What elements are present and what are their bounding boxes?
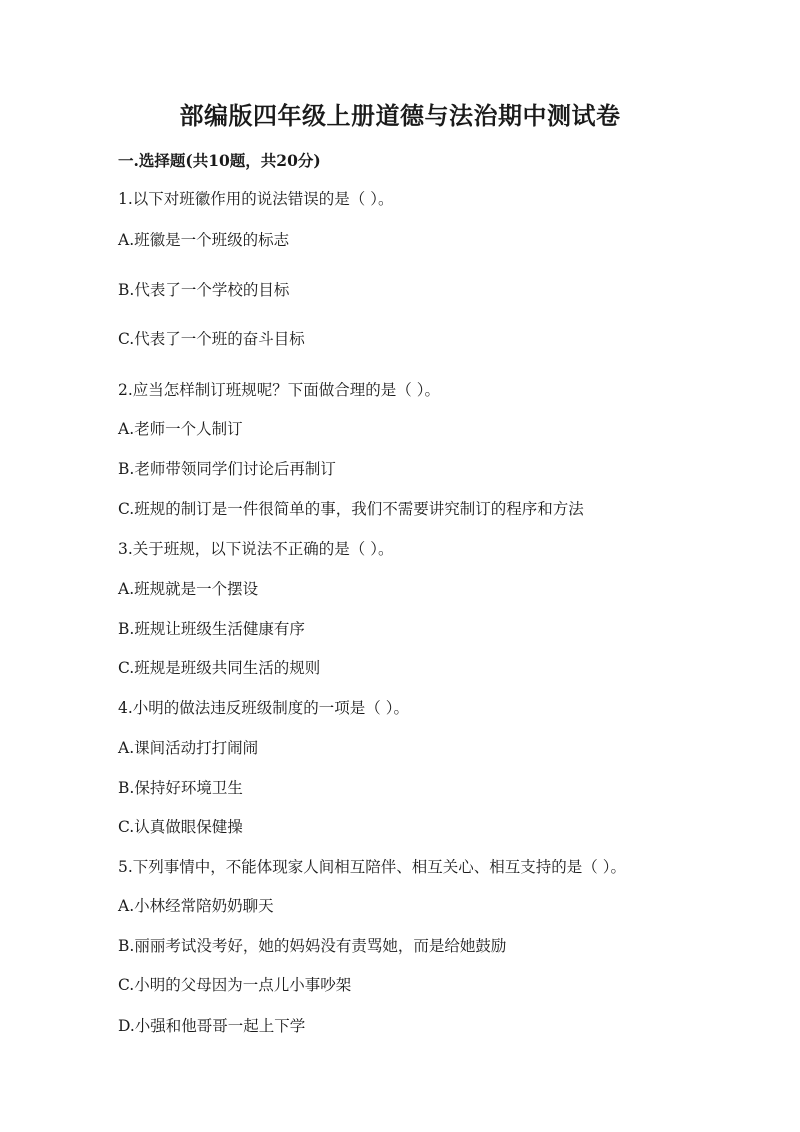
question-option: B.代表了一个学校的目标 xyxy=(118,281,290,299)
question-option: C.代表了一个班的奋斗目标 xyxy=(118,330,305,348)
question-option: B.班规让班级生活健康有序 xyxy=(118,620,305,638)
question-stem: 5.下列事情中，不能体现家人间相互陪伴、相互关心、相互支持的是（ ）。 xyxy=(118,858,626,876)
question-option: C.认真做眼保健操 xyxy=(118,818,243,836)
document-title: 部编版四年级上册道德与法治期中测试卷 xyxy=(179,101,621,130)
question-option: C.班规的制订是一件很简单的事，我们不需要讲究制订的程序和方法 xyxy=(118,500,584,518)
question-option: B.丽丽考试没考好，她的妈妈没有责骂她，而是给她鼓励 xyxy=(118,937,507,955)
question-option: A.课间活动打打闹闹 xyxy=(118,739,259,757)
question-option: C.班规是班级共同生活的规则 xyxy=(118,659,321,677)
question-option: B.保持好环境卫生 xyxy=(118,779,243,797)
question-option: C.小明的父母因为一点儿小事吵架 xyxy=(118,976,352,994)
question-stem: 1.以下对班徽作用的说法错误的是（ ）。 xyxy=(118,190,394,208)
question-stem: 4.小明的做法违反班级制度的一项是（ ）。 xyxy=(118,699,409,717)
question-option: A.老师一个人制订 xyxy=(118,420,243,438)
question-stem: 3.关于班规，以下说法不正确的是（ ）。 xyxy=(118,540,394,558)
section-heading: 一.选择题(共10题，共20分) xyxy=(118,151,321,170)
question-option: D.小强和他哥哥一起上下学 xyxy=(118,1017,306,1035)
question-option: A.班徽是一个班级的标志 xyxy=(118,231,290,249)
question-option: A.班规就是一个摆设 xyxy=(118,580,259,598)
question-option: B.老师带领同学们讨论后再制订 xyxy=(118,460,336,478)
question-stem: 2.应当怎样制订班规呢？下面做合理的是（ ）。 xyxy=(118,381,440,399)
question-option: A.小林经常陪奶奶聊天 xyxy=(118,897,274,915)
